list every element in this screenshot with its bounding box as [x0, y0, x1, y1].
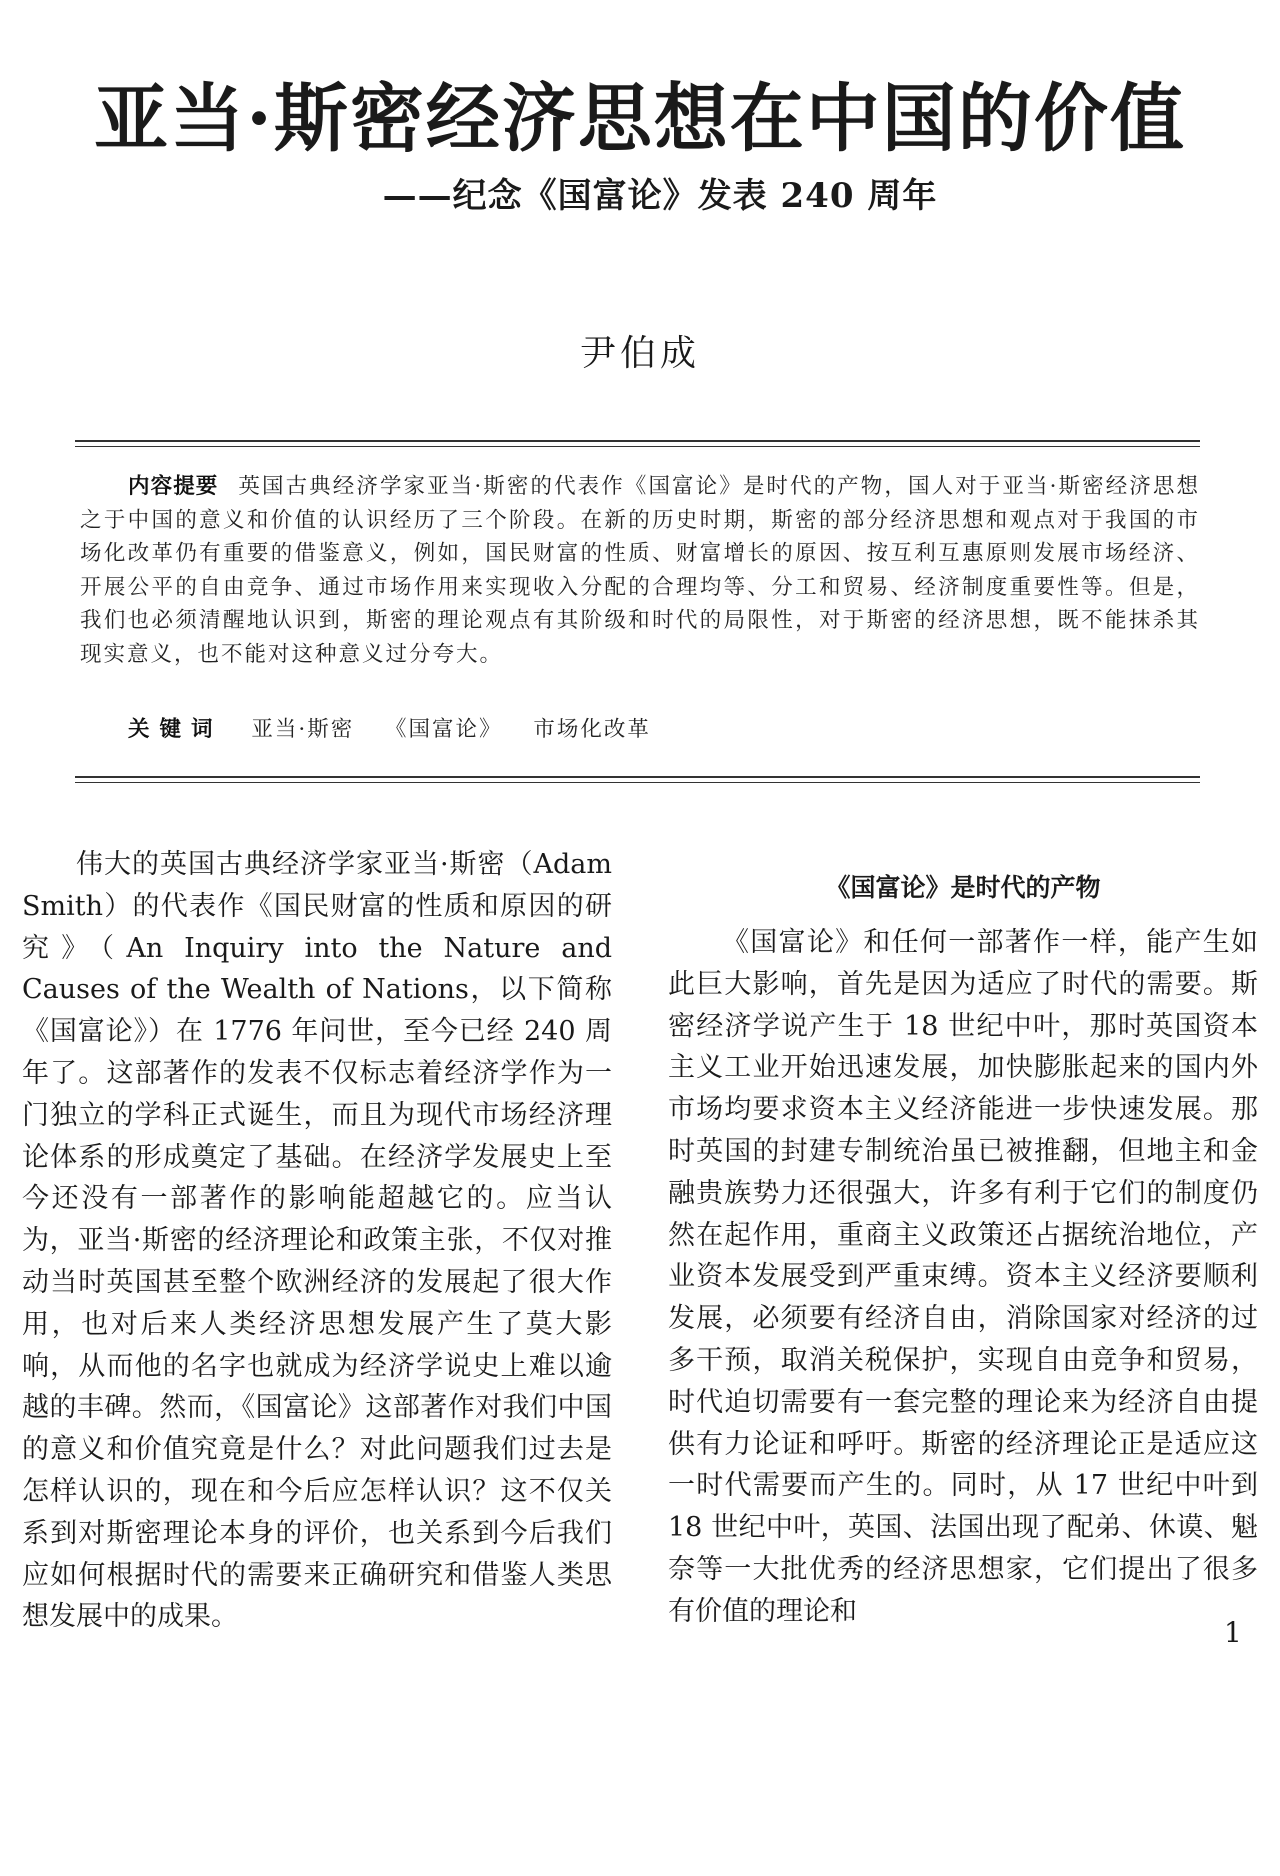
abstract-label: 内容提要 [128, 474, 219, 499]
abstract-block [80, 470, 1200, 671]
author-name: 尹伯成 [579, 333, 700, 374]
keywords-label: 关键词 [128, 717, 223, 742]
left-column [22, 844, 612, 1638]
right-column [668, 922, 1258, 1633]
keyword-item: 市场化改革 [533, 717, 651, 742]
page-number: 1 [1224, 1616, 1242, 1649]
keywords-block [80, 712, 1200, 743]
intro-paragraph: 伟大的英国古典经济学家亚当·斯密（Adam Smith）的代表作《国民财富的性质和原因的研究》（An Inquiry into the Nature and Causes of the Wealth of Nations，以下简称《国富论》）在 1776 年问世，至今已经 240 周年了。这部著作的发表不仅标志着经济学作为一门独立的学科正式诞生，而且为现代市场经济理论体系的形成奠定了基础。在经济学发展史上至今还没有一部著作的影响能超越它的。应当认为，亚当·斯密的经济理论和政策主张，不仅对推动当时英国甚至整个欧洲经济的发展起了很大作用，也对后来人类经济思想发展产生了莫大影响，从而他的名字也就成为经济学说史上难以逾越的丰碑。然而，《国富论》这部著作对我们中国的意义和价值究竟是什么？对此问题我们过去是怎样认识的，现在和今后应怎样认识？这不仅关系到对斯密理论本身的评价，也关系到今后我们应如何根据时代的需要来正确研究和借鉴人类思想发展中的成果。 [22, 849, 612, 1633]
abstract-top-rule [75, 440, 1200, 447]
abstract-text: 英国古典经济学家亚当·斯密的代表作《国富论》是时代的产物，国人对于亚当·斯密经济思想之于中国的意义和价值的认识经历了三个阶段。在新的历史时期，斯密的部分经济思想和观点对于我国的市场化改革仍有重要的借鉴意义，例如，国民财富的性质、财富增长的原因、按互利互惠原则发展市场经济、开展公平的自由竞争、通过市场作用来实现收入分配的合理均等、分工和贸易、经济制度重要性等。但是，我们也必须清醒地认识到，斯密的理论观点有其阶级和时代的局限性，对于斯密的经济思想，既不能抹杀其现实意义，也不能对这种意义过分夸大。 [80, 474, 1200, 667]
section-paragraph: 《国富论》和任何一部著作一样，能产生如此巨大影响，首先是因为适应了时代的需要。斯密经济学说产生于 18 世纪中叶，那时英国资本主义工业开始迅速发展，加快膨胀起来的国内外市场均要求资本主义经济能进一步快速发展。那时英国的封建专制统治虽已被推翻，但地主和金融贵族势力还很强大，许多有利于它们的制度仍然在起作用，重商主义政策还占据统治地位，产业资本发展受到严重束缚。资本主义经济要顺利发展，必须要有经济自由，消除国家对经济的过多干预，取消关税保护，实现自由竞争和贸易，时代迫切需要有一套完整的理论来为经济自由提供有力论证和呼吁。斯密的经济理论正是适应这一时代需要而产生的。同时，从 17 世纪中叶到 18 世纪中叶，英国、法国出现了配弟、休谟、魁奈等一大批优秀的经济思想家，它们提出了很多有价值的理论和 [668, 927, 1258, 1627]
section-heading: 《国富论》是时代的产物 [825, 873, 1101, 902]
keyword-item: 《国富论》 [385, 717, 503, 742]
article-title: 亚当·斯密经济思想在中国的价值 [94, 76, 1186, 162]
article-subtitle: ——纪念《国富论》发表 240 周年 [382, 176, 938, 216]
abstract-bottom-rule [75, 776, 1200, 783]
keyword-item: 亚当·斯密 [251, 717, 355, 742]
